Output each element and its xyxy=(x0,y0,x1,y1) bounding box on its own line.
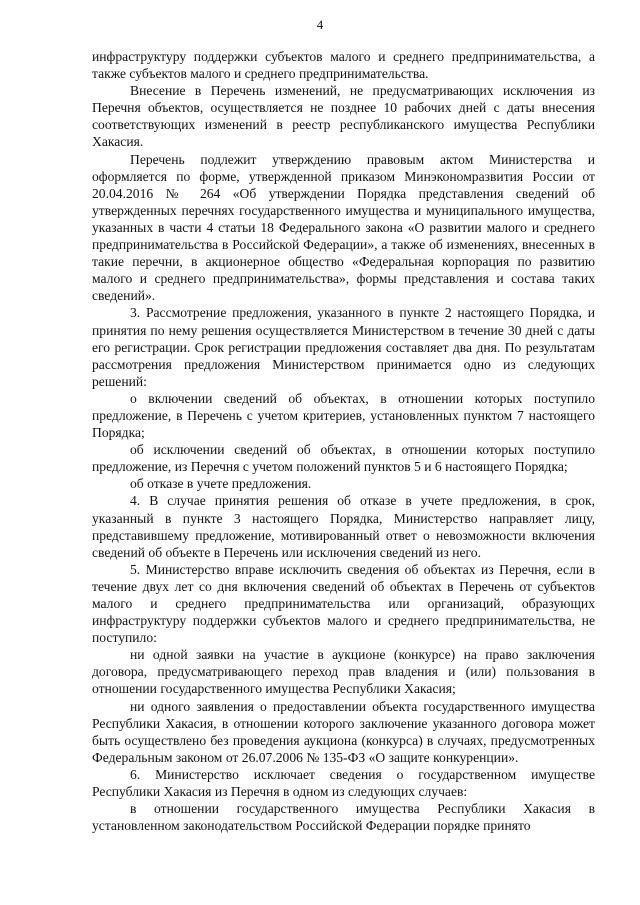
condition-no-statements: ни одного заявления о предоставлении объекта государственного имущества Республики Хакасия, в отношении которого заключение указанного договора может быть осуществлено без проведения аукциона (конкурса) в случаях, предусмотренных Федеральным законом от 26.07.2006 № 135-ФЗ «О защите конкуренции». xyxy=(92,698,595,765)
decision-option-include: о включении сведений об объектах, в отношении которых поступило предложение, в Перечень с учетом критериев, установленных пунктом 7 настоящего Порядка; xyxy=(92,390,595,441)
paragraph-item-5: 5. Министерство вправе исключить сведения об объектах из Перечня, если в течение двух лет со дня включения сведений об объектах в Перечень от субъектов малого и среднего предпринимательства или организаций, образующих инфраструктуру поддержки субъектов малого и среднего предпринимательства, не поступило: xyxy=(92,561,595,646)
paragraph-continuation: инфраструктуру поддержки субъектов малого и среднего предпринимательства, а также субъектов малого и среднего предпринимательства. xyxy=(92,49,595,82)
page-number: 4 xyxy=(316,17,324,32)
document-body xyxy=(92,48,595,834)
decision-option-refuse: об отказе в учете предложения. xyxy=(130,476,312,492)
paragraph-list-changes: Внесение в Перечень изменений, не предусматривающих исключения из Перечня объектов, осуществляется не позднее 10 рабочих дней с даты внесения соответствующих изменений в реестр республиканского имущества Республики Хакасия. xyxy=(92,83,595,150)
condition-no-applications: ни одной заявки на участие в аукционе (конкурсе) на право заключения договора, предусматривающего переход прав владения и (или) пользования в отношении государственного имущества Республики Хакасия; xyxy=(92,647,595,697)
decision-option-exclude: об исключении сведений об объектах, в отношении которых поступило предложение, из Перечня с учетом положений пунктов 5 и 6 настоящего Порядка; xyxy=(92,442,595,475)
paragraph-list-approval: Перечень подлежит утверждению правовым актом Министерства и оформляется по форме, утвержденной приказом Минэкономразвития России от 20.04.2016 № 264 «Об утверждении Порядка представления сведений об утвержденных перечнях государственного имущества и муниципального имущества, указанных в части 4 статьи 18 Федерального закона «О развитии малого и среднего предпринимательства в Российской Федерации», а также об изменениях, внесенных в такие перечни, в акционерное общество «Федеральная корпорация по развитию малого и среднего предпринимательства», формы представления и состава таких сведений». xyxy=(92,151,595,304)
paragraph-item-4: 4. В случае принятия решения об отказе в учете предложения, в срок, указанный в пункте 3 настоящего Порядка, Министерство направляет лицу, представившему предложение, мотивированный ответ о невозможности включения сведений об объекте в Перечень или исключения сведений из него. xyxy=(92,493,595,560)
paragraph-item-6: 6. Министерство исключает сведения о государственном имуществе Республики Хакасия из Перечня в одном из следующих случаев: xyxy=(92,766,595,800)
exclusion-case-1: в отношении государственного имущества Республики Хакасия в установленном законодательством Российской Федерации порядке принято xyxy=(92,801,595,834)
paragraph-item-3: 3. Рассмотрение предложения, указанного в пункте 2 настоящего Порядка, и принятия по нему решения осуществляется Министерством в течение 30 дней с даты его регистрации. Срок регистрации предложения составляет два дня. По результатам рассмотрения предложения Министерством принимается одно из следующих решений: xyxy=(92,305,595,389)
